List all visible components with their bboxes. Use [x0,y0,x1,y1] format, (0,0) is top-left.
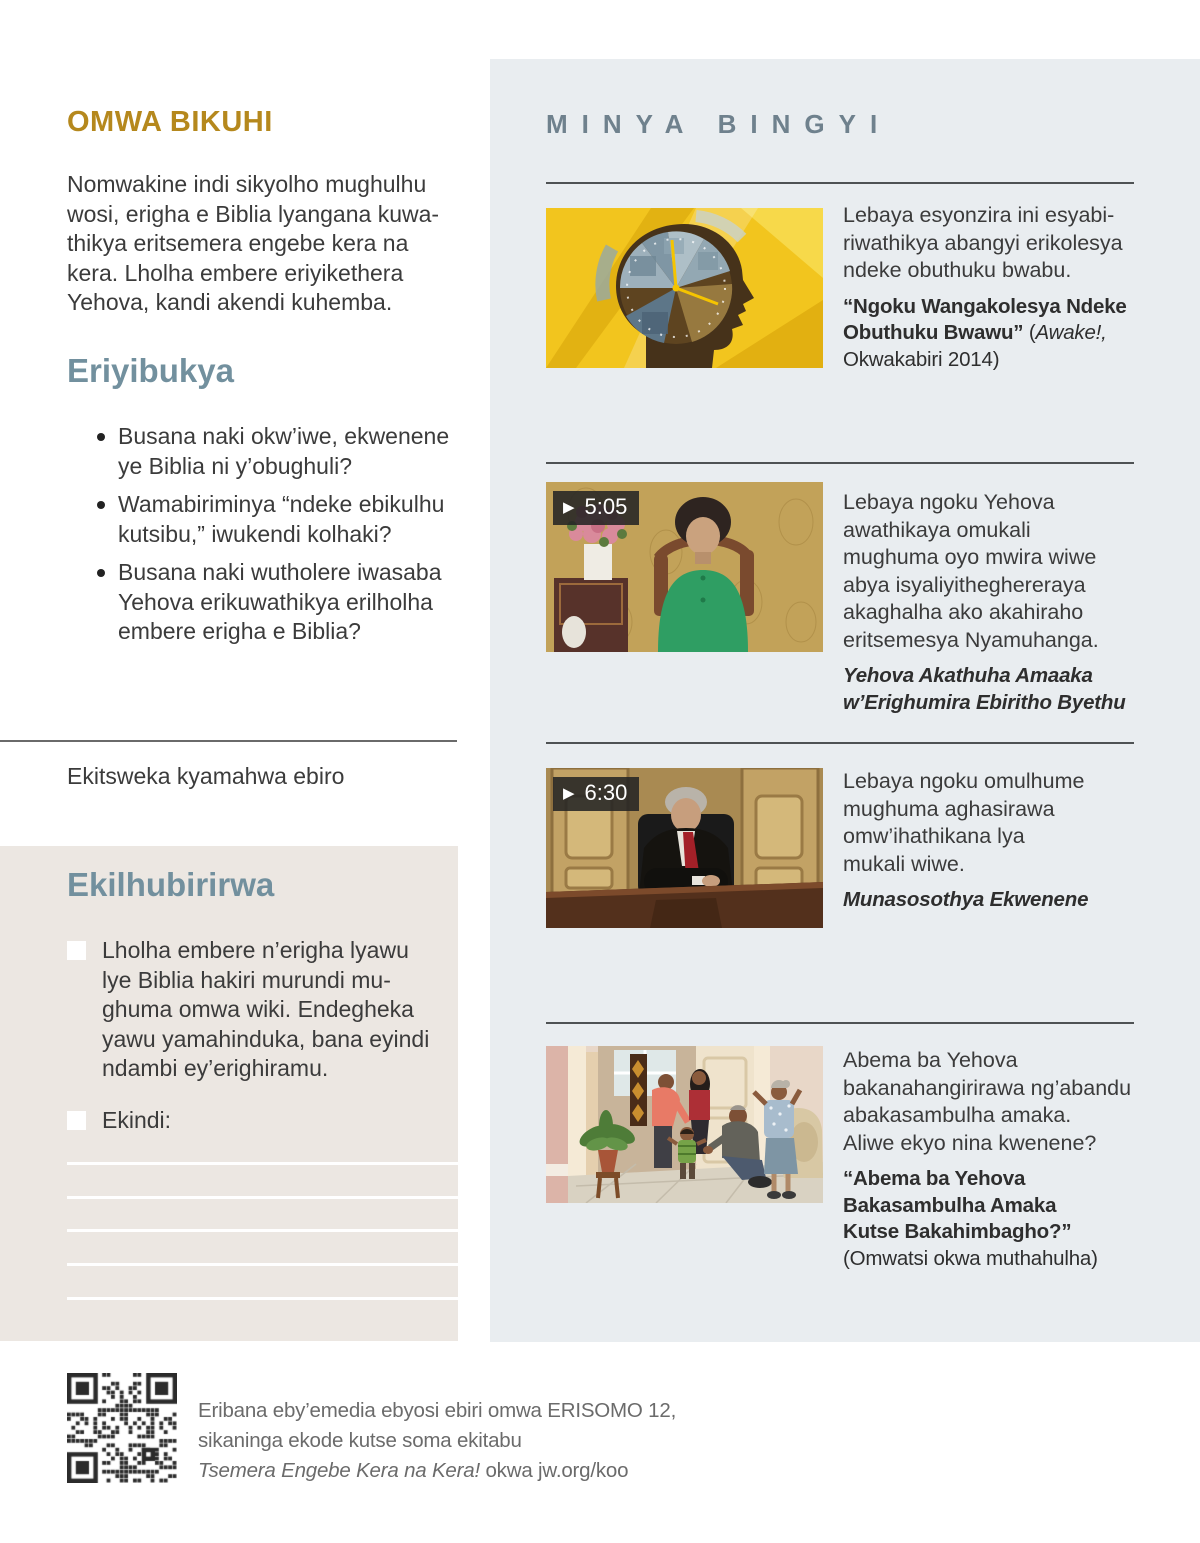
write-in-line[interactable] [67,1196,458,1199]
summary-paragraph: Nomwakine indi sikyolho mughulhu wosi, erigha e Biblia lyangana kuwa- thikya eritsemera engebe kera na kera. Lholha embere eriyikethera Yehova, kandi akendi kuhemba. [67,171,440,315]
reminder-heading: Ekilhubirirwa [67,866,275,903]
checkbox-icon[interactable] [67,941,86,960]
reminder-box [0,846,458,1341]
media-divider-3 [546,742,1134,744]
qr-code [67,1373,177,1483]
review-bullet-list [97,422,467,647]
media-item-1-reference: “Ngoku Wangakolesya Ndeke Obuthuku Bwawu” (Awake!, Okwakabiri 2014) [843,294,1127,371]
video-duration-badge [553,777,639,811]
review-bullet-1 [97,422,467,481]
footer-line-3: Tsemera Engebe Kera na Kera! okwa jw.org/koo [198,1459,629,1482]
reminder-item-1-text: Lholha embere n’erigha lyawu lye Biblia hakiri murundi mu- ghuma omwa wiki. Endegheka yawu yamahinduka, bana eyindi ndambi ey’erighiramu. [102,937,430,1081]
bullet-icon [97,433,105,441]
media-item-1-description: Lebaya esyonzira ini esyabi- riwathikya abangyi erikolesya ndeke obuthuku bwabu. [843,203,1123,282]
write-in-line[interactable] [67,1229,458,1232]
play-icon: ▶ [563,784,575,802]
bullet-icon [97,569,105,577]
write-in-line[interactable] [67,1162,458,1165]
play-icon: ▶ [563,498,575,516]
reminder-item-1 [67,936,432,1084]
footer-note [198,1396,678,1486]
media-item-4-text [843,1047,1143,1272]
media-divider-4 [546,1022,1134,1024]
video-thumbnail-woman[interactable] [546,482,823,652]
media-item-3-reference: Munasosothya Ekwenene [843,888,1089,911]
reminder-item-2-text: Ekindi: [102,1107,172,1133]
review-bullet-3 [97,558,467,647]
review-bullet-1-text: Busana naki okw’iwe, ekwenene ye Biblia ni y’obughuli? [118,423,450,479]
time-illustration-graphic [546,208,823,368]
media-divider-2 [546,462,1134,464]
write-in-line[interactable] [67,1297,458,1300]
write-in-line[interactable] [67,1263,458,1266]
video-duration: 6:30 [584,780,628,805]
media-panel-heading: MINYA BINGYI [546,109,892,139]
media-item-1-text [843,202,1143,373]
video-duration: 5:05 [584,494,628,519]
media-item-3-text [843,768,1143,914]
bullet-icon [97,501,105,509]
video-duration-badge [553,491,639,525]
media-item-2-reference: Yehova Akathuha Amaaka w’Erighumira Ebiritho Byethu [843,664,1126,714]
media-divider-1 [546,182,1134,184]
media-item-4-description: Abema ba Yehova bakanahangirirawa ng’abandu abakasambulha amaka. Aliwe ekyo nina kwenene? [843,1048,1132,1155]
video-thumbnail-man[interactable] [546,768,823,928]
review-bullet-3-text: Busana naki wutholere iwasaba Yehova erikuwathikya erilholha embere erigha e Biblia? [118,559,442,644]
family-greeting-graphic [546,1046,823,1203]
media-item-2-text [843,489,1143,716]
review-bullet-2-text: Wamabiriminya “ndeke ebikulhu kutsibu,” iwukendi kolhaki? [118,491,445,547]
left-section-divider [0,740,457,742]
media-item-3-description: Lebaya ngoku omulhume mughuma aghasirawa omw’ihathikana lya mukali wiwe. [843,769,1085,876]
footer-line-2: sikaninga ekode kutse soma ekitabu [198,1429,522,1452]
footnote-text: Ekitsweka kyamahwa ebiro [67,763,345,789]
checkbox-icon[interactable] [67,1111,86,1130]
reminder-item-2 [67,1106,432,1136]
media-item-4-reference: “Abema ba Yehova Bakasambulha Amaka Kutse Bakahimbagho?” (Omwatsi okwa muthahulha) [843,1167,1098,1270]
summary-heading: OMWA BIKUHI [67,106,273,138]
media-item-2-description: Lebaya ngoku Yehova awathikaya omukali mughuma oyo mwira wiwe abya isyaliyitheghereraya akaghalha ako akahiraho eritsemesya Nyamuhanga. [843,490,1099,652]
awake-article-illustration [546,208,823,368]
review-heading: Eriyibukya [67,352,234,389]
footer-line-1: Eribana eby’emedia ebyosi ebiri omwa ERISOMO 12, [198,1399,677,1422]
photo-family-greeting [546,1046,823,1203]
review-bullet-2 [97,490,467,549]
